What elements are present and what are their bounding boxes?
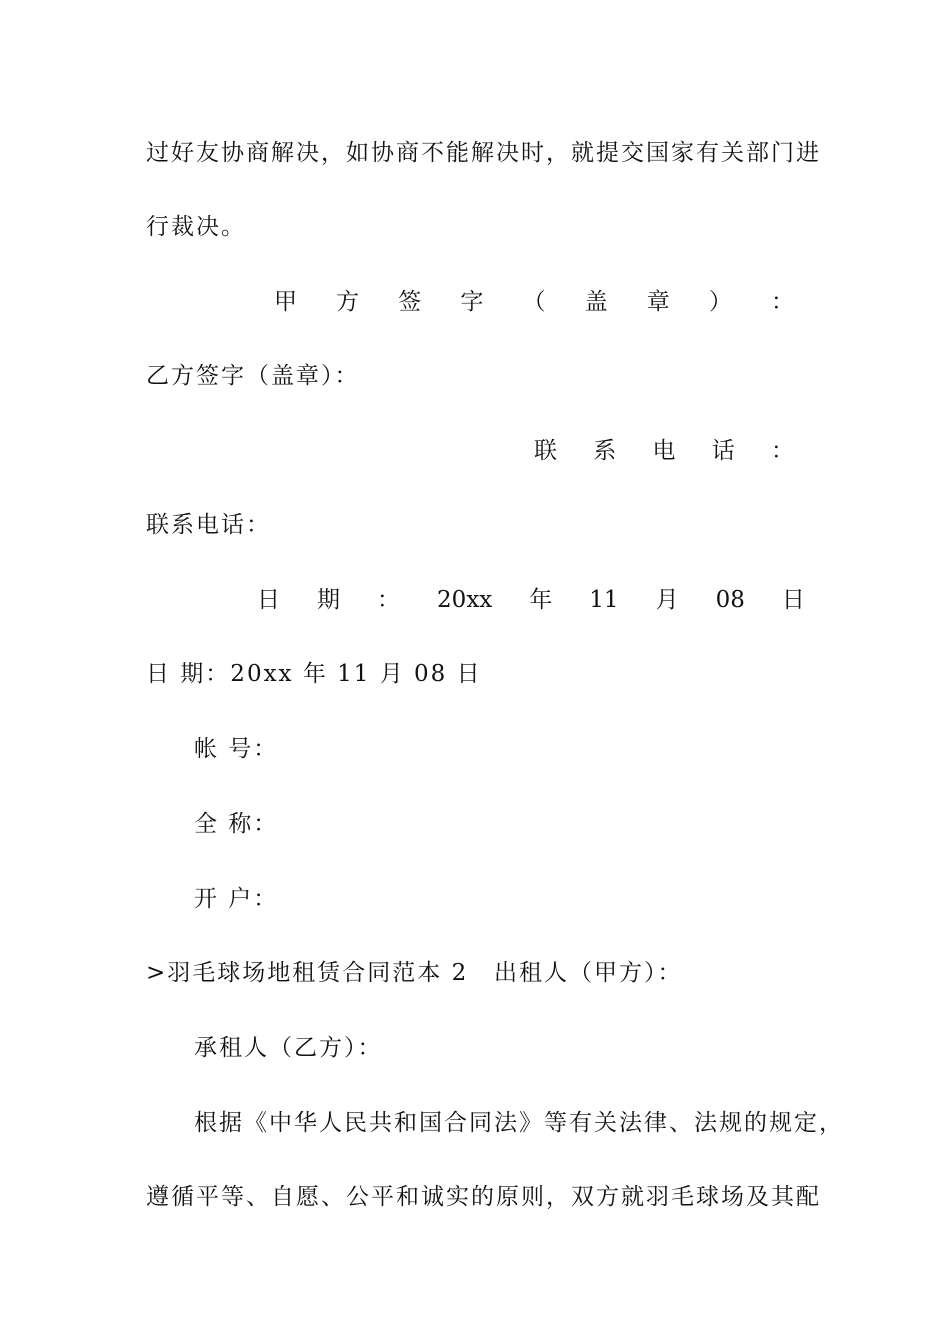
date-line-spread xyxy=(257,585,805,615)
text-char: 日 xyxy=(781,587,805,613)
paragraph-line: 过好友协商解决，如协商不能解决时，就提交国家有关部门进 xyxy=(146,140,821,166)
contact-phone-line xyxy=(534,436,794,466)
text-char: 月 xyxy=(655,587,679,613)
paragraph-line: 根据《中华人民共和国合同法》等有关法律、法规的规定， xyxy=(194,1110,844,1136)
text-char: 11 xyxy=(589,587,619,613)
text-char: 20xx xyxy=(437,587,493,613)
paragraph-line: 行裁决。 xyxy=(146,214,246,240)
party-a-signature-line xyxy=(274,287,794,317)
text-char: ： xyxy=(771,289,794,315)
text-char: 方 xyxy=(336,289,360,315)
party-b-signature: 乙方签字（盖章）： xyxy=(146,363,360,389)
contract-heading: >羽毛球场地租赁合同范本 2 xyxy=(146,960,469,986)
text-char: 话 xyxy=(711,438,735,464)
text-char: 盖 xyxy=(584,289,608,315)
text-char: 联 xyxy=(534,438,557,464)
text-char: 日 xyxy=(257,587,280,613)
text-char: ： xyxy=(377,587,401,613)
text-char: ： xyxy=(771,438,794,464)
text-char: 章 xyxy=(646,289,670,315)
text-char: （ xyxy=(522,289,546,315)
text-char: 系 xyxy=(593,438,617,464)
paragraph-line: 遵循平等、自愿、公平和诚实的原则，双方就羽毛球场及其配 xyxy=(146,1184,821,1210)
text-char: 08 xyxy=(715,587,745,613)
contact-phone: 联系电话： xyxy=(146,512,271,538)
date-line: 日 期：20xx 年 11 月 08 日 xyxy=(146,661,482,687)
text-char: ） xyxy=(708,289,732,315)
account-number: 帐 号： xyxy=(194,736,279,762)
text-char: 签 xyxy=(398,289,422,315)
full-name: 全 称： xyxy=(194,811,279,837)
text-char: 字 xyxy=(460,289,484,315)
lessor-label: 出租人（甲方）： xyxy=(494,960,683,986)
text-char: 甲 xyxy=(274,289,297,315)
text-char: 年 xyxy=(529,587,553,613)
text-char: 期 xyxy=(317,587,341,613)
bank-account: 开 户： xyxy=(194,886,279,912)
text-char: 电 xyxy=(652,438,676,464)
lessee-label: 承租人（乙方）： xyxy=(194,1035,383,1061)
